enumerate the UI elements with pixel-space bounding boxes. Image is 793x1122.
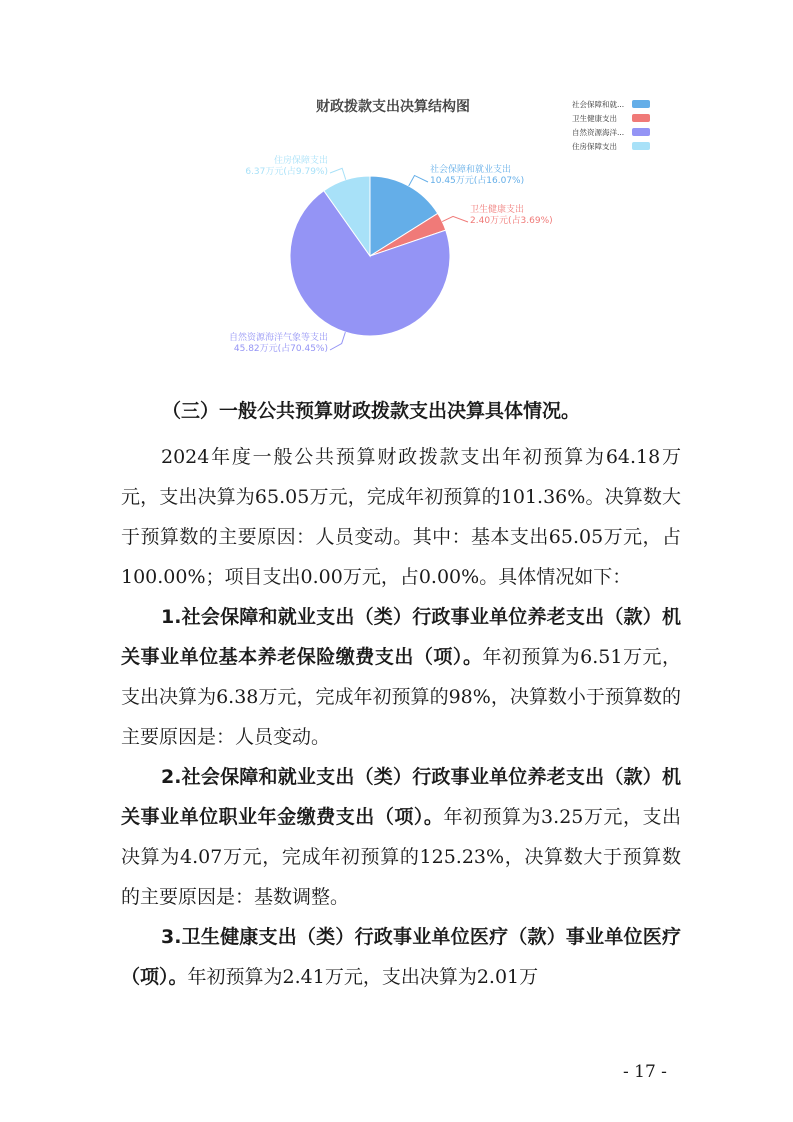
- chart-title: 财政拨款支出决算结构图: [316, 99, 470, 115]
- slice-label-4-1: 住房保障支出: [273, 156, 328, 166]
- intro-paragraph: 2024年度一般公共预算财政拨款支出年初预算为64.18万元，支出决算为65.05万元，完成年初预算的101.36%。决算数大于预算数的主要原因：人员变动。其中：基本支出65.05万元，占100.00%；项目支出0.00万元，占0.00%。具体情况如下：: [121, 446, 681, 588]
- slice-label-4-2: 6.37万元(占9.79%): [245, 167, 328, 177]
- label-leader-3: [330, 332, 345, 350]
- slice-label-1-2: 10.45万元(占16.07%): [430, 176, 525, 186]
- legend-swatch-1: [632, 100, 650, 108]
- legend-swatch-4: [632, 142, 650, 150]
- pie-chart: [0, 0, 793, 380]
- item-text-3: 年初预算为2.41万元，支出决算为2.01万: [187, 966, 539, 988]
- slice-label-2-1: 卫生健康支出: [470, 205, 525, 215]
- slice-label-1-1: 社会保障和就业支出: [430, 165, 512, 175]
- item-text-1: 年初预算为6.51万元，支出决算为6.38万元，完成年初预算的98%，决算数小于预算数的主要原因是：人员变动。: [121, 646, 681, 748]
- legend-label-4: 住房保障支出: [572, 142, 617, 151]
- legend-swatch-3: [632, 128, 650, 136]
- page-number: - 17 -: [623, 1062, 667, 1082]
- legend-label-1: 社会保障和就...: [572, 100, 625, 109]
- label-leader-1: [409, 175, 428, 186]
- section-heading: （三）一般公共预算财政拨款支出决算具体情况。: [162, 400, 581, 422]
- legend-swatch-2: [632, 114, 650, 122]
- item-paragraph-1: [121, 597, 681, 757]
- item-paragraph-2: [121, 757, 681, 917]
- item-paragraph-3: [121, 917, 681, 997]
- slice-label-2-2: 2.40万元(占3.69%): [470, 216, 553, 226]
- legend-label-3: 自然资源海洋...: [572, 128, 625, 137]
- slice-label-3-1: 自然资源海洋气象等支出: [228, 333, 328, 343]
- section-body: [121, 437, 681, 997]
- legend-label-2: 卫生健康支出: [572, 114, 617, 123]
- slice-label-3-2: 45.82万元(占70.45%): [233, 344, 328, 354]
- label-leader-4: [330, 168, 346, 179]
- pie-chart-svg: [0, 0, 793, 380]
- item-title-2: 2.社会保障和就业支出（类）行政事业单位养老支出（款）机关事业单位职业年金缴费支出（项）。: [121, 766, 681, 828]
- label-leader-2: [442, 216, 468, 222]
- item-title-3: 3.卫生健康支出（类）行政事业单位医疗（款）事业单位医疗（项）。: [121, 926, 681, 988]
- item-text-2: 年初预算为3.25万元，支出决算为4.07万元，完成年初预算的125.23%，决算数大于预算数的主要原因是：基数调整。: [121, 806, 681, 908]
- item-title-1: 1.社会保障和就业支出（类）行政事业单位养老支出（款）机关事业单位基本养老保险缴费支出（项）。: [121, 606, 681, 668]
